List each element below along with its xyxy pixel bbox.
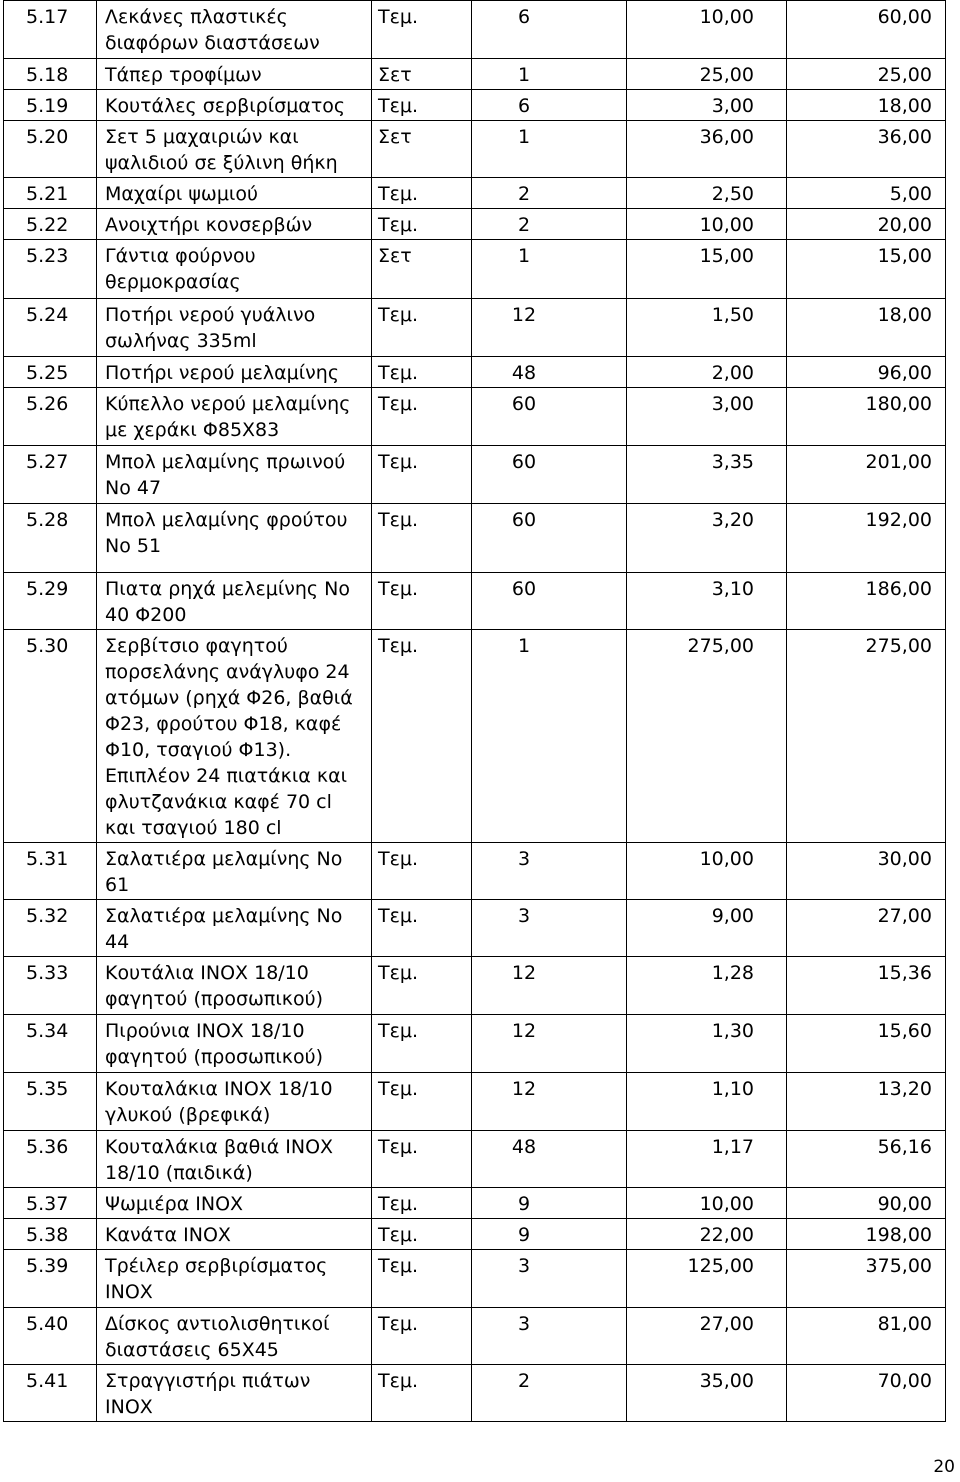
item-quantity: 12 [472,1073,627,1131]
item-description: Κουταλάκια βαθιά ΙΝΟΧ 18/10 (παιδικά) [97,1131,372,1188]
item-total: 20,00 [787,209,946,240]
item-quantity: 1 [472,630,627,843]
item-number: 5.41 [4,1365,97,1422]
item-total: 180,00 [787,388,946,446]
item-total: 15,60 [787,1015,946,1073]
item-total: 13,20 [787,1073,946,1131]
item-number: 5.40 [4,1308,97,1365]
item-unit-price: 9,00 [627,900,787,957]
item-unit: Τεμ. [372,957,472,1015]
table-row [4,504,946,573]
table-row [4,1308,946,1365]
item-unit: Σετ [372,240,472,299]
item-unit-price: 3,00 [627,90,787,121]
item-total: 36,00 [787,121,946,178]
item-total: 56,16 [787,1131,946,1188]
item-quantity: 12 [472,1015,627,1073]
item-unit: Τεμ. [372,90,472,121]
item-unit-price: 3,35 [627,446,787,504]
table-row [4,1,946,59]
item-total: 15,00 [787,240,946,299]
table-row [4,1365,946,1422]
item-description: Κανάτα ΙΝΟΧ [97,1219,372,1250]
items-table [3,0,946,1422]
items-table-body [4,1,946,1422]
item-quantity: 60 [472,504,627,573]
item-description: Κουτάλια ΙΝΟΧ 18/10 φαγητού (προσωπικού) [97,957,372,1015]
item-total: 375,00 [787,1250,946,1308]
item-quantity: 6 [472,90,627,121]
item-quantity: 9 [472,1188,627,1219]
item-number: 5.35 [4,1073,97,1131]
table-row [4,446,946,504]
item-description: Ανοιχτήρι κονσερβών [97,209,372,240]
item-description: Δίσκος αντιολισθητικοί διαστάσεις 65Χ45 [97,1308,372,1365]
item-description: Λεκάνες πλαστικές διαφόρων διαστάσεων [97,1,372,59]
item-unit-price: 10,00 [627,209,787,240]
item-quantity: 1 [472,59,627,90]
item-number: 5.26 [4,388,97,446]
item-unit: Τεμ. [372,630,472,843]
item-description: Σετ 5 μαχαιριών και ψαλιδιού σε ξύλινη θήκη [97,121,372,178]
item-quantity: 60 [472,446,627,504]
item-quantity: 9 [472,1219,627,1250]
item-total: 60,00 [787,1,946,59]
item-quantity: 12 [472,957,627,1015]
item-unit-price: 35,00 [627,1365,787,1422]
item-total: 192,00 [787,504,946,573]
item-number: 5.34 [4,1015,97,1073]
item-unit: Τεμ. [372,1015,472,1073]
item-number: 5.17 [4,1,97,59]
item-unit: Τεμ. [372,843,472,900]
item-description: Ποτήρι νερού μελαμίνης [97,357,372,388]
item-unit: Τεμ. [372,573,472,630]
item-total: 198,00 [787,1219,946,1250]
item-unit: Τεμ. [372,446,472,504]
item-unit-price: 3,20 [627,504,787,573]
item-number: 5.36 [4,1131,97,1188]
item-number: 5.18 [4,59,97,90]
item-quantity: 3 [472,900,627,957]
table-row [4,843,946,900]
table-row [4,1073,946,1131]
item-unit-price: 125,00 [627,1250,787,1308]
item-unit: Τεμ. [372,357,472,388]
item-unit-price: 36,00 [627,121,787,178]
item-unit-price: 10,00 [627,843,787,900]
table-row [4,59,946,90]
item-unit-price: 3,00 [627,388,787,446]
item-quantity: 3 [472,843,627,900]
item-unit-price: 3,10 [627,573,787,630]
item-total: 27,00 [787,900,946,957]
item-number: 5.29 [4,573,97,630]
table-row [4,209,946,240]
item-number: 5.39 [4,1250,97,1308]
item-unit: Τεμ. [372,1073,472,1131]
item-total: 70,00 [787,1365,946,1422]
item-unit-price: 10,00 [627,1,787,59]
item-total: 275,00 [787,630,946,843]
table-row [4,957,946,1015]
item-number: 5.25 [4,357,97,388]
item-total: 15,36 [787,957,946,1015]
table-row [4,178,946,209]
item-total: 90,00 [787,1188,946,1219]
item-unit: Τεμ. [372,299,472,357]
table-row [4,900,946,957]
item-unit-price: 1,10 [627,1073,787,1131]
item-unit: Τεμ. [372,1131,472,1188]
item-unit-price: 10,00 [627,1188,787,1219]
item-description: Κουτάλες σερβιρίσματος [97,90,372,121]
item-description: Μπολ μελαμίνης φρούτου Νο 51 [97,504,372,573]
item-unit-price: 25,00 [627,59,787,90]
item-unit: Τεμ. [372,178,472,209]
item-description: Ποτήρι νερού γυάλινο σωλήνας 335ml [97,299,372,357]
item-total: 5,00 [787,178,946,209]
table-row [4,1131,946,1188]
item-number: 5.23 [4,240,97,299]
item-number: 5.28 [4,504,97,573]
table-row [4,573,946,630]
item-total: 30,00 [787,843,946,900]
table-row [4,299,946,357]
item-unit: Τεμ. [372,1219,472,1250]
item-total: 18,00 [787,90,946,121]
item-number: 5.22 [4,209,97,240]
table-row [4,357,946,388]
item-unit-price: 1,17 [627,1131,787,1188]
item-number: 5.24 [4,299,97,357]
item-description: Γάντια φούρνου θερμοκρασίας [97,240,372,299]
item-number: 5.31 [4,843,97,900]
item-quantity: 3 [472,1250,627,1308]
item-description: Στραγγιστήρι πιάτων ΙΝΟΧ [97,1365,372,1422]
item-total: 25,00 [787,59,946,90]
item-unit: Τεμ. [372,1308,472,1365]
item-number: 5.27 [4,446,97,504]
item-description: Μαχαίρι ψωμιού [97,178,372,209]
item-unit: Τεμ. [372,388,472,446]
table-row [4,1188,946,1219]
table-row [4,1015,946,1073]
item-unit-price: 2,50 [627,178,787,209]
item-quantity: 60 [472,388,627,446]
item-unit: Σετ [372,121,472,178]
table-row [4,90,946,121]
item-description: Σερβίτσιο φαγητού πορσελάνης ανάγλυφο 24 ατόμων (ρηχά Φ26, βαθιά Φ23, φρούτου Φ18, καφέ Φ10, τσαγιού Φ13). Επιπλέον 24 πιατάκια και φλυτζανάκια καφέ 70 cl και τσαγιού 180 cl [97,630,372,843]
table-row [4,388,946,446]
item-quantity: 3 [472,1308,627,1365]
item-unit: Τεμ. [372,504,472,573]
item-description: Ψωμιέρα ΙΝΟΧ [97,1188,372,1219]
item-description: Σαλατιέρα μελαμίνης Νο 44 [97,900,372,957]
item-description: Πιατα ρηχά μελεμίνης Νο 40 Φ200 [97,573,372,630]
item-unit-price: 2,00 [627,357,787,388]
item-unit: Σετ [372,59,472,90]
table-row [4,240,946,299]
item-quantity: 1 [472,240,627,299]
item-quantity: 6 [472,1,627,59]
item-unit-price: 15,00 [627,240,787,299]
item-total: 186,00 [787,573,946,630]
item-unit-price: 1,28 [627,957,787,1015]
item-number: 5.21 [4,178,97,209]
table-row [4,1219,946,1250]
item-total: 201,00 [787,446,946,504]
item-quantity: 1 [472,121,627,178]
item-description: Κύπελλο νερού μελαμίνης με χεράκι Φ85Χ83 [97,388,372,446]
item-quantity: 12 [472,299,627,357]
item-description: Πιρούνια ΙΝΟΧ 18/10 φαγητού (προσωπικού) [97,1015,372,1073]
item-total: 96,00 [787,357,946,388]
item-quantity: 2 [472,1365,627,1422]
item-unit: Τεμ. [372,1250,472,1308]
item-description: Κουταλάκια ΙΝΟΧ 18/10 γλυκού (βρεφικά) [97,1073,372,1131]
item-unit: Τεμ. [372,1,472,59]
item-description: Σαλατιέρα μελαμίνης Νο 61 [97,843,372,900]
item-quantity: 2 [472,209,627,240]
item-number: 5.33 [4,957,97,1015]
item-total: 18,00 [787,299,946,357]
item-quantity: 2 [472,178,627,209]
item-description: Μπολ μελαμίνης πρωινού Νο 47 [97,446,372,504]
item-description: Τάπερ τροφίμων [97,59,372,90]
item-unit-price: 22,00 [627,1219,787,1250]
item-description: Τρέιλερ σερβιρίσματος ΙΝΟΧ [97,1250,372,1308]
item-quantity: 60 [472,573,627,630]
table-row [4,121,946,178]
item-unit: Τεμ. [372,1188,472,1219]
item-unit-price: 1,50 [627,299,787,357]
item-number: 5.38 [4,1219,97,1250]
item-unit-price: 1,30 [627,1015,787,1073]
item-unit: Τεμ. [372,900,472,957]
item-number: 5.20 [4,121,97,178]
item-unit: Τεμ. [372,1365,472,1422]
item-total: 81,00 [787,1308,946,1365]
item-number: 5.37 [4,1188,97,1219]
item-unit: Τεμ. [372,209,472,240]
item-unit-price: 27,00 [627,1308,787,1365]
item-number: 5.19 [4,90,97,121]
table-row [4,630,946,843]
item-unit-price: 275,00 [627,630,787,843]
table-row [4,1250,946,1308]
item-number: 5.32 [4,900,97,957]
page-number: 20 [933,1457,955,1477]
item-number: 5.30 [4,630,97,843]
item-quantity: 48 [472,357,627,388]
item-quantity: 48 [472,1131,627,1188]
